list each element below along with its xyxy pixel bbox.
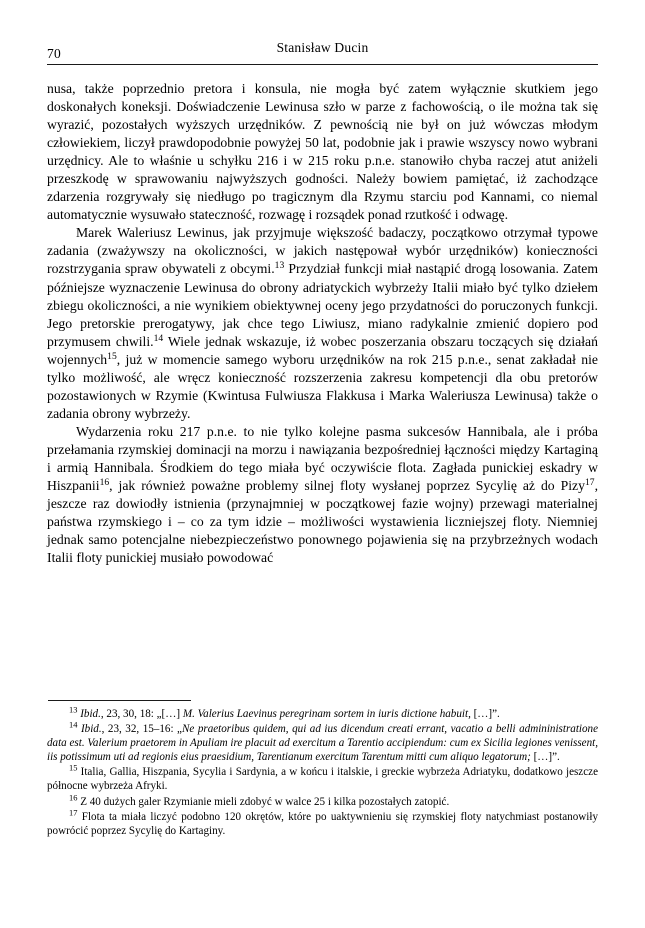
page-number: 70 <box>47 46 61 61</box>
footnote-number[interactable]: 13 <box>69 704 78 715</box>
running-head-title: Stanisław Ducin <box>276 40 369 55</box>
body-text-run: Wydarzenia roku 217 p.n.e. to nie tylko kolejne pasma sukcesów Hannibala, ale i próba przełamania rzymskiej dominacji na morzu i nawiązania bezpośredniej łączności między Kartaginą i armią Hannibala. Środkiem do tego miała być oczywiście flota. Zagłada punickiej eskadry w Hiszpanii <box>47 423 598 494</box>
footnote-item <box>47 762 599 793</box>
footnote-text-run: […]”. <box>470 708 500 720</box>
footnote-latin-quote: M. Valerius Laevinus peregrinam sortem in iuris dictione habuit, <box>182 708 471 720</box>
footnote-marker[interactable]: 13 <box>274 260 285 272</box>
footnote-number[interactable]: 14 <box>69 719 78 730</box>
header-rule <box>47 64 598 65</box>
footnote-number[interactable]: 15 <box>69 762 78 773</box>
footnote-marker[interactable]: 14 <box>153 332 164 344</box>
body-text <box>47 80 598 567</box>
footnote-separator-rule <box>48 700 191 701</box>
body-text-run: , już w momencie samego wyboru urzędników na rok 215 p.n.e., senat zakładał nie tylko możliwość, ale wręcz konieczność rozszerzenia zakresu kompetencji dla obu pretorów pozostawionych w Rzymie (Kwintusa Fulwiusza Flakkusa i Marka Waleriusza Lewinusa) także o zadania obrony wybrzeży. <box>47 351 598 421</box>
body-text-run: Marek Waleriusz Lewinus, jak przyjmuje większość badaczy, początkowo otrzymał typowe zadania (zważywszy na okoliczności, w jakich następował wybór urzędników) konieczności rozstrzygania spraw obywateli z obcymi. <box>47 225 598 277</box>
body-text-run: , jeszcze raz dowiodły istnienia (przynajmniej w początkowej fazie wojny) przewagi materialnej państwa rzymskiego i – co za tym idzie – możliwości wystawienia liczniejszej floty. Niemniej jednak samo potencjalne niebezpieczeństwo ponownego pojawienia się na przybrzeżnych wodach Italii floty punickiej musiało powodować <box>47 478 598 566</box>
footnote-number[interactable]: 16 <box>69 791 78 802</box>
footnote-zone <box>47 700 598 838</box>
body-text-run: , jak również poważne problemy silnej floty wysłanej poprzez Sycylię aż do Pizy <box>109 478 585 494</box>
footnote-list <box>47 704 599 838</box>
body-text-run: Wiele jednak wskazuje, iż wobec poszerzania obszaru toczących się działań wojennych <box>47 333 598 367</box>
footnote-latin-quote: Ne praetoribus quidem, qui ad ius dicendum creati errant, vacatio a belli admininistratione data est. Valerium praetorem in Apuliam ire placuit ad exercitum a Tarentio accipiendum: cum ex Sicilia legiones venissent, iis potissimum uti ad regionis eius praesidium, Tarentianum exercitum Tarentum mitti cum aliquo legatorum; <box>47 723 598 764</box>
body-paragraph <box>47 423 598 567</box>
footnote-marker[interactable]: 17 <box>584 477 595 489</box>
footnote-text-run: Flota ta miała liczyć podobno 120 okrętów, które po uaktywnieniu się rzymskiej floty natychmiast postanowiły powrócić poprzez Sycylię do Kartaginy. <box>47 810 598 837</box>
footnote-text-run: , 23, 30, 18: „[…] <box>100 708 183 720</box>
body-text-run: Przydział funkcji miał nastąpić drogą losowania. Zatem późniejsze wyznaczenie Lewinusa do obrony adriatyckich wybrzeży Italii miało być tylko dziełem zbiegu okoliczności, a nie wynikiem obiektywnej oceny jego przydatności do poruczonych funkcji. Jego pretorskie prerogatywy, jak chce tego Liwiusz, miano radykalnie zmienić dopiero pod przymusem chwili. <box>47 261 598 349</box>
footnote-marker[interactable]: 15 <box>107 350 117 362</box>
footnote-item <box>47 719 598 764</box>
body-paragraph <box>47 80 598 224</box>
body-text-run: nusa, także poprzednio pretora i konsula, nie mogła być zatem wyłącznie skutkiem jego doskonałych koneksji. Doświadczenie Lewinusa szło w parze z fachowością, o ile można tak się wyrazić, pozostałych wyższych urzędników. Z pewnością nie był on już wówczas młodym człowiekiem, liczył prawdopodobnie powyżej 50 lat, podobnie jak i prawie wszyscy nowo wybrani urzędnicy. Ale to właśnie u schyłku 216 i w 215 roku p.n.e. stanowiło chyba raczej atut aniżeli przeszkodę w sprawowaniu najwyższych godności. Należy bowiem pamiętać, iż zachodzące zdarzenia rozgrywały się niedługo po tragicznym dla Rzymu starciu pod Kannami, co niemal automatycznie wysuwało stateczność, rozwagę i rozsądek ponad rzutkość i odwagę. <box>47 81 598 223</box>
footnote-latin-quote: Ibid. <box>80 708 101 720</box>
footnote-latin-quote: Ibid. <box>80 723 102 736</box>
footnote-text-run: […]”. <box>530 751 560 764</box>
footnote-item <box>47 704 598 721</box>
footnote-text-run: Italia, Gallia, Hiszpania, Sycylia i Sardynia, a w końcu i italskie, i greckie wybrzeża Adriatyku, dodatkowo jeszcze północne wybrzeża Afryki. <box>47 766 599 793</box>
footnote-item <box>47 791 598 809</box>
footnote-text-run: Z 40 dużych galer Rzymianie mieli zdobyć w walce 25 i kilka pozostałych zatopić. <box>80 795 450 808</box>
footnote-item <box>47 807 598 838</box>
body-paragraph <box>47 224 598 423</box>
footnote-text-run: , 23, 32, 15–16: „ <box>101 723 182 736</box>
footnote-marker[interactable]: 16 <box>99 477 110 489</box>
footnote-number[interactable]: 17 <box>69 807 78 818</box>
running-header <box>47 40 598 62</box>
